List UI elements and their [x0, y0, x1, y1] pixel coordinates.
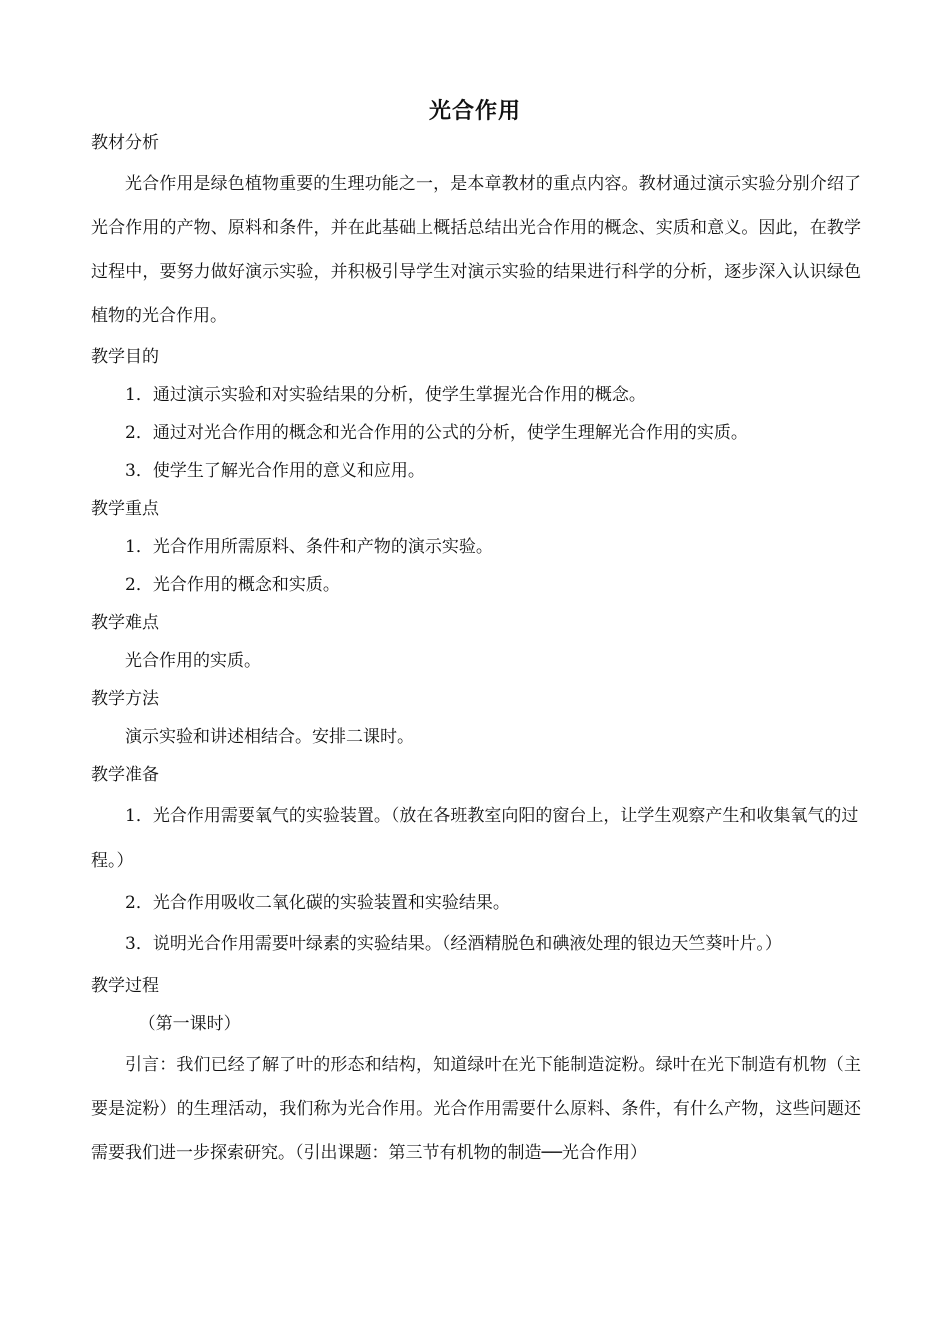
goal-item-3: 3．使学生了解光合作用的意义和应用。 — [125, 461, 425, 481]
section-heading-key-points: 教学重点 — [91, 499, 159, 519]
document-title: 光合作用 — [428, 99, 521, 124]
section-heading-difficulty: 教学难点 — [91, 613, 159, 633]
key-point-item-2: 2．光合作用的概念和实质。 — [125, 575, 340, 595]
difficulty-text: 光合作用的实质。 — [125, 651, 261, 671]
section-heading-analysis: 教材分析 — [91, 133, 159, 153]
methods-text: 演示实验和讲述相结合。安排二课时。 — [125, 727, 414, 747]
section-heading-goals: 教学目的 — [91, 347, 159, 367]
preparation-item-2: 2．光合作用吸收二氧化碳的实验装置和实验结果。 — [125, 893, 510, 913]
key-point-item-1: 1．光合作用所需原料、条件和产物的演示实验。 — [125, 537, 493, 557]
session-label: （第一课时） — [138, 1014, 241, 1034]
section-heading-methods: 教学方法 — [91, 689, 159, 709]
section-heading-process: 教学过程 — [91, 976, 159, 996]
goal-item-1: 1．通过演示实验和对实验结果的分析，使学生掌握光合作用的概念。 — [125, 385, 646, 405]
process-intro-paragraph: 引言：我们已经了解了叶的形态和结构，知道绿叶在光下能制造淀粉。绿叶在光下制造有机物（主要是淀粉）的生理活动，我们称为光合作用。光合作用需要什么原料、条件，有什么产物，这些问题还需要我们进一步探索研究。（引出课题：第三节有机物的制造──光合作用） — [91, 1055, 861, 1163]
goal-item-2: 2．通过对光合作用的概念和光合作用的公式的分析，使学生理解光合作用的实质。 — [125, 423, 748, 443]
document-body — [91, 124, 861, 1175]
preparation-item-3: 3．说明光合作用需要叶绿素的实验结果。（经酒精脱色和碘液处理的银边天竺葵叶片。） — [125, 934, 782, 954]
preparation-item-1: 1．光合作用需要氧气的实验装置。（放在各班教室向阳的窗台上，让学生观察产生和收集氧气的过程。） — [91, 806, 859, 871]
analysis-paragraph: 光合作用是绿色植物重要的生理功能之一，是本章教材的重点内容。教材通过演示实验分别介绍了光合作用的产物、原料和条件，并在此基础上概括总结出光合作用的概念、实质和意义。因此，在教学过程中，要努力做好演示实验，并积极引导学生对演示实验的结果进行科学的分析，逐步深入认识绿色植物的光合作用。 — [91, 174, 861, 326]
section-heading-preparation: 教学准备 — [91, 765, 159, 785]
